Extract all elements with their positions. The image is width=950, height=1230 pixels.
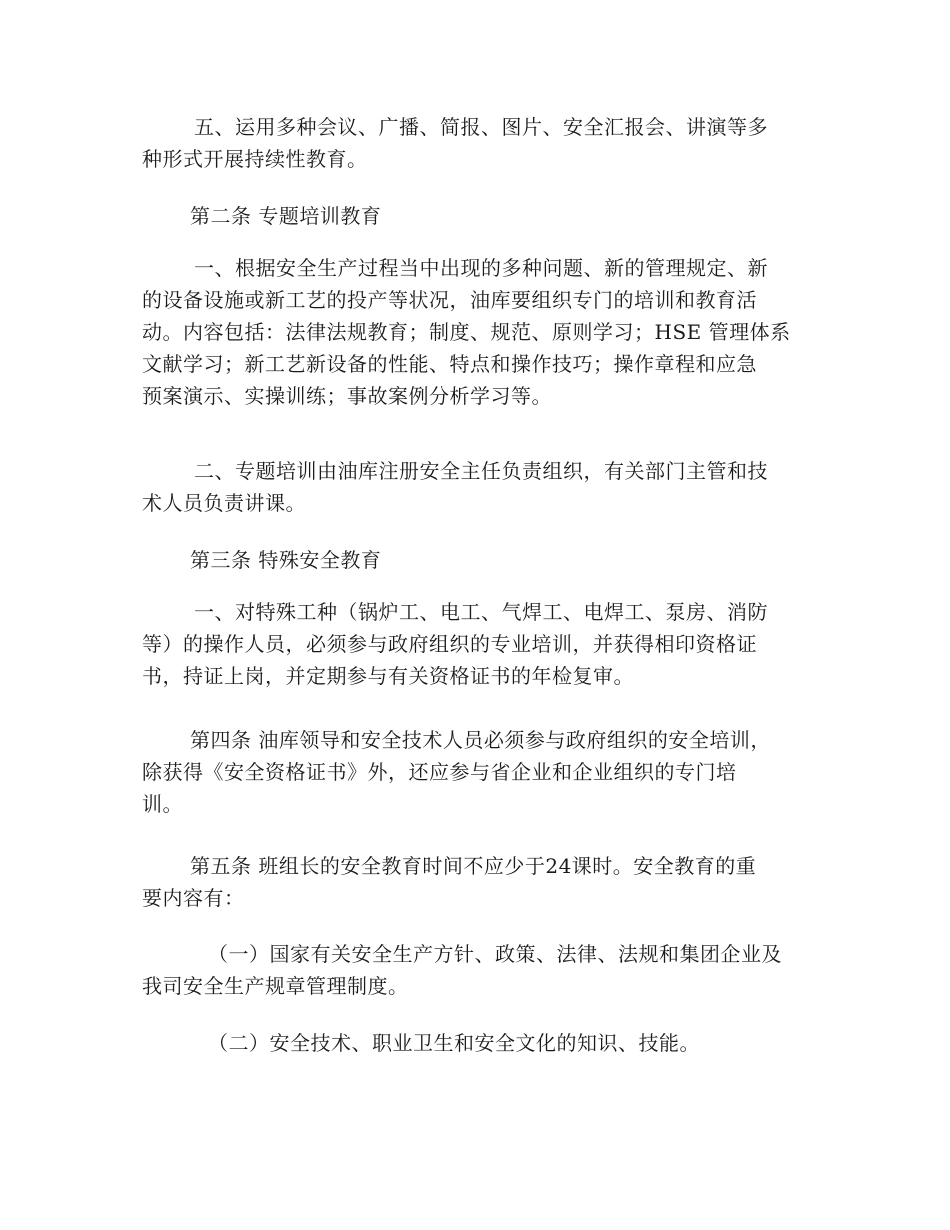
text-line: 要内容有： [142, 886, 245, 910]
heading-article-2 [142, 200, 812, 232]
text-line: 书，持证上岗，并定期参与有关资格证书的年检复审。 [142, 664, 634, 688]
paragraph-continuing-education [142, 111, 812, 175]
text-line: 除获得《安全资格证书》外，还应参与省企业和企业组织的专门培 [142, 760, 737, 784]
paragraph-special-training-2 [142, 455, 812, 519]
paragraph-item-2 [142, 1027, 812, 1059]
text-line: 我司安全生产规章管理制度。 [142, 974, 409, 998]
paragraph-special-training-1 [142, 252, 812, 412]
text-line: 五、运用多种会议、广播、简报、图片、安全汇报会、讲演等多 [194, 115, 768, 139]
text-line: 等）的操作人员，必须参与政府组织的专业培训，并获得相印资格证 [142, 632, 757, 656]
paragraph-special-trades [142, 596, 812, 692]
text-line: 预案演示、实操训练；事故案例分析学习等。 [142, 384, 552, 408]
text-line: 动。内容包括：法律法规教育；制度、规范、原则学习；HSE 管理体系 [142, 320, 791, 344]
text-line: 训。 [142, 792, 183, 816]
text-line: 文献学习；新工艺新设备的性能、特点和操作技巧；操作章程和应急 [142, 352, 757, 376]
text-line: 的设备设施或新工艺的投产等状况，油库要组织专门的培训和教育活 [142, 288, 757, 312]
text-line: （一）国家有关安全生产方针、政策、法律、法规和集团企业及 [208, 942, 782, 966]
text-line: 第五条 班组长的安全教育时间不应少于24课时。安全教育的重 [190, 854, 757, 878]
text-line: 第三条 特殊安全教育 [190, 548, 382, 572]
text-line: 二、专题培训由油库注册安全主任负责组织，有关部门主管和技 [194, 459, 768, 483]
paragraph-article-5 [142, 850, 812, 914]
text-line: 一、根据安全生产过程当中出现的多种问题、新的管理规定、新 [194, 256, 768, 280]
text-line: 第二条 专题培训教育 [190, 204, 382, 228]
heading-article-3 [142, 544, 812, 576]
text-line: 第四条 油库领导和安全技术人员必须参与政府组织的安全培训， [190, 728, 771, 752]
text-line: 术人员负责讲课。 [142, 491, 306, 515]
paragraph-article-4 [142, 724, 812, 820]
text-line: 一、对特殊工种（锅炉工、电工、气焊工、电焊工、泵房、消防 [194, 600, 768, 624]
text-line: （二）安全技术、职业卫生和安全文化的知识、技能。 [208, 1031, 700, 1055]
paragraph-item-1 [142, 938, 812, 1002]
text-line: 种形式开展持续性教育。 [142, 147, 368, 171]
